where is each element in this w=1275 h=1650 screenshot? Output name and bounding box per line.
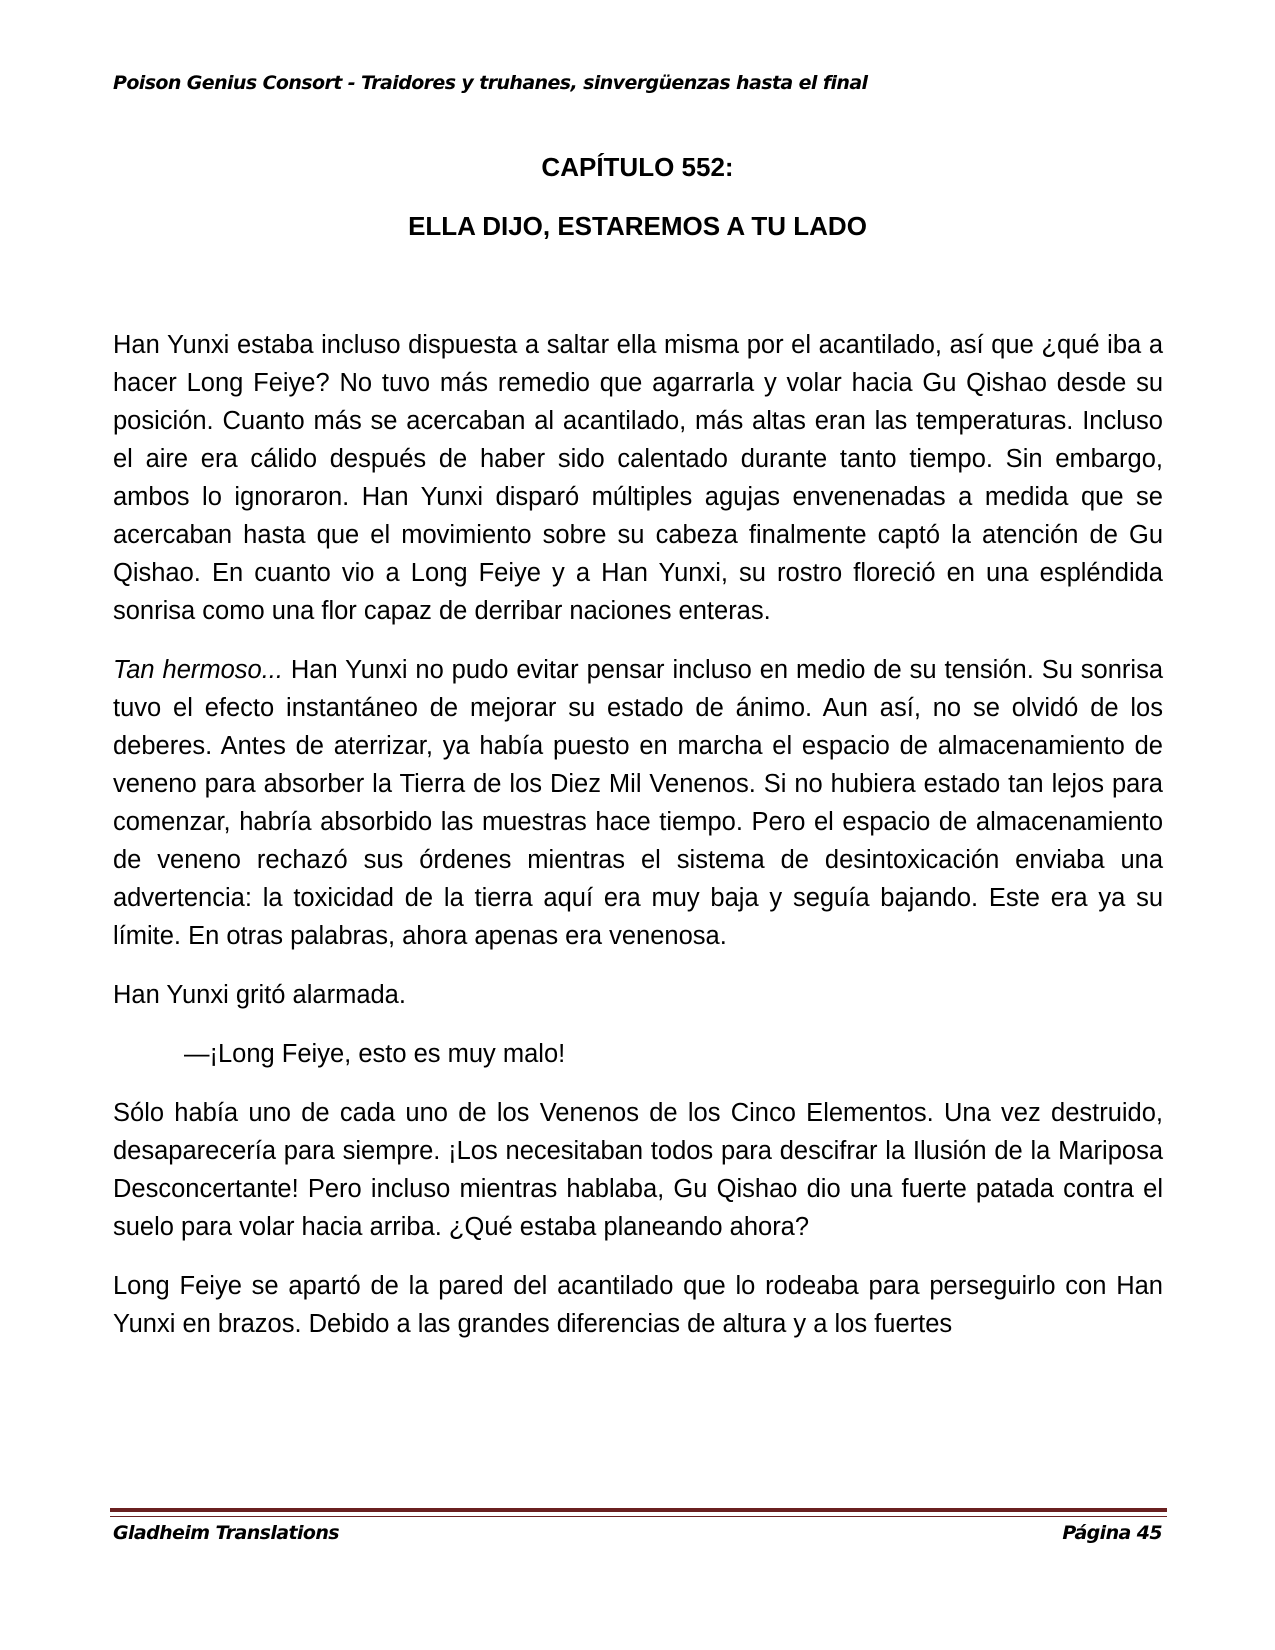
- footer-page-number: Página 45: [1062, 1522, 1162, 1544]
- paragraph: Sólo había uno de cada uno de los Venenos de los Cinco Elementos. Una vez destruido, desaparecería para siempre. ¡Los necesitaban todos para descifrar la Ilusión de la Mariposa Desconcertante! Pero incluso mientras hablaba, Gu Qishao dio una fuerte patada contra el suelo para volar hacia arriba. ¿Qué estaba planeando ahora?: [113, 1099, 1163, 1241]
- paragraph: [113, 651, 1163, 955]
- footer-publisher: Gladheim Translations: [113, 1522, 339, 1544]
- chapter-number: CAPÍTULO 552:: [541, 152, 734, 182]
- paragraph-text: Han Yunxi no pudo evitar pensar incluso en medio de su tensión. Su sonrisa tuvo el efecto instantáneo de mejorar su estado de ánimo. Aun así, no se olvidó de los deberes. Antes de aterrizar, ya había puesto en marcha el espacio de almacenamiento de veneno para absorber la Tierra de los Diez Mil Venenos. Si no hubiera estado tan lejos para comenzar, habría absorbido las muestras hace tiempo. Pero el espacio de almacenamiento de veneno rechazó sus órdenes mientras el sistema de desintoxicación enviaba una advertencia: la toxicidad de la tierra aquí era muy baja y seguía bajando. Este era ya su límite. En otras palabras, ahora apenas era venenosa.: [113, 656, 1163, 950]
- paragraph: Long Feiye se apartó de la pared del acantilado que lo rodeaba para perseguirlo con Han Yunxi en brazos. Debido a las grandes diferencias de altura y a los fuertes: [113, 1272, 1163, 1338]
- footer-rule: [110, 1508, 1167, 1512]
- footer-rule-thin: [110, 1516, 1167, 1517]
- running-header: Poison Genius Consort - Traidores y truhanes, sinvergüenzas hasta el final: [113, 72, 868, 94]
- chapter-title: ELLA DIJO, ESTAREMOS A TU LADO: [408, 211, 867, 241]
- paragraph: Han Yunxi gritó alarmada.: [113, 981, 406, 1009]
- dialogue-line: —¡Long Feiye, esto es muy malo!: [184, 1040, 566, 1068]
- body-text: [113, 326, 1163, 1343]
- italic-thought: Tan hermoso...: [113, 656, 283, 684]
- paragraph: Han Yunxi estaba incluso dispuesta a saltar ella misma por el acantilado, así que ¿qué iba a hacer Long Feiye? No tuvo más remedio que agarrarla y volar hacia Gu Qishao desde su posición. Cuanto más se acercaban al acantilado, más altas eran las temperaturas. Incluso el aire era cálido después de haber sido calentado durante tanto tiempo. Sin embargo, ambos lo ignoraron. Han Yunxi disparó múltiples agujas envenenadas a medida que se acercaban hasta que el movimiento sobre su cabeza finalmente captó la atención de Gu Qishao. En cuanto vio a Long Feiye y a Han Yunxi, su rostro floreció en una espléndida sonrisa como una flor capaz de derribar naciones enteras.: [113, 331, 1163, 625]
